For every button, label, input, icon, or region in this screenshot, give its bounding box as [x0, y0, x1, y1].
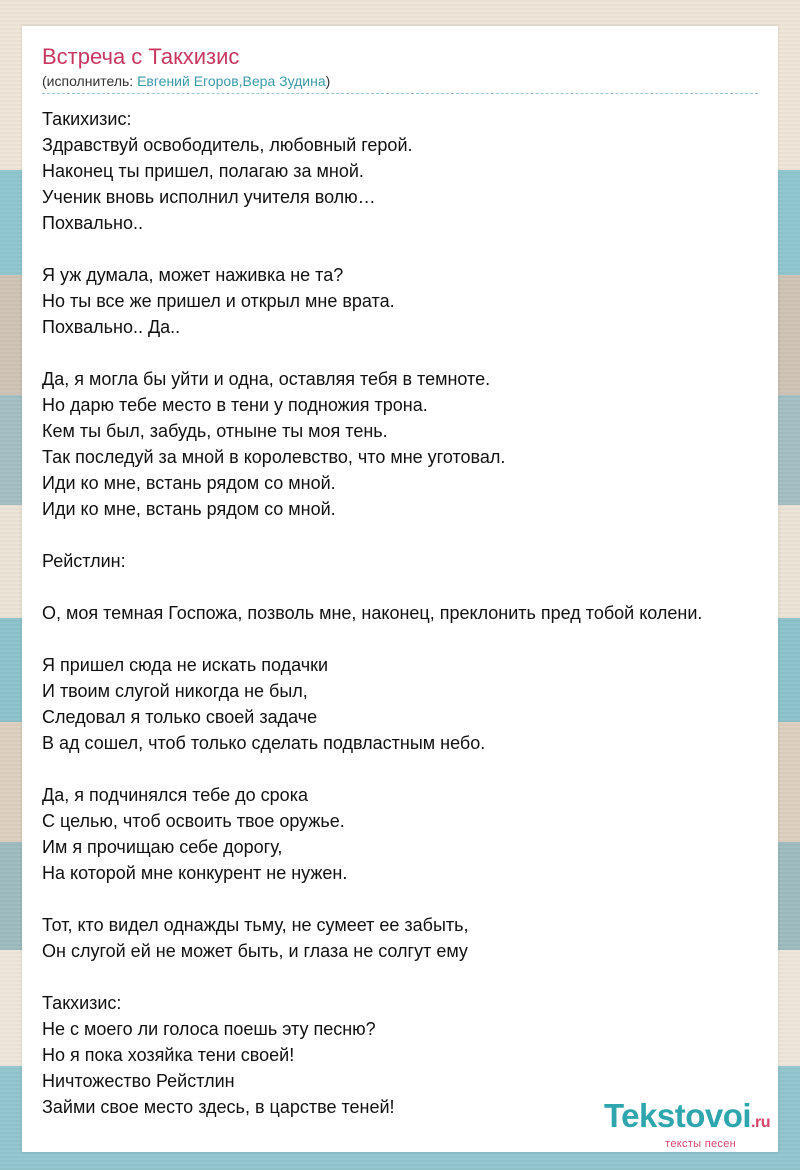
lyric-line: Да, я подчинялся тебе до срока	[42, 785, 308, 805]
lyric-line: Такхизис:	[42, 993, 122, 1013]
lyric-line: С целью, чтоб освоить твое оружье.	[42, 811, 345, 831]
lyric-line: Здравствуй освободитель, любовный герой.	[42, 135, 413, 155]
lyric-line: Он слугой ей не может быть, и глаза не солгут ему	[42, 941, 468, 961]
logo-tagline: тексты песен	[665, 1138, 736, 1150]
site-logo[interactable]	[604, 1099, 770, 1150]
lyric-line: Похвально.. Да..	[42, 317, 181, 337]
lyric-line: Наконец ты пришел, полагаю за мной.	[42, 161, 364, 181]
lyric-line	[42, 886, 800, 912]
lyric-line: И твоим слугой никогда не был,	[42, 681, 308, 701]
logo-name: Tekstovoi	[603, 1097, 752, 1134]
lyric-line: Похвально..	[42, 213, 143, 233]
title-divider	[42, 93, 758, 94]
lyric-line: Такихизис:	[42, 109, 132, 129]
lyric-line: Ученик вновь исполнил учителя волю…	[42, 187, 376, 207]
lyric-line: Кем ты был, забудь, отныне ты моя тень.	[42, 421, 388, 441]
lyrics-card	[22, 26, 778, 1152]
lyric-line	[42, 340, 800, 366]
lyric-line: Так последуй за мной в королевство, что мне уготовал.	[42, 447, 506, 467]
lyric-line: На которой мне конкурент не нужен.	[42, 863, 348, 883]
lyric-line: Я уж думала, может наживка не та?	[42, 265, 344, 285]
lyric-line: Но я пока хозяйка тени своей!	[42, 1045, 295, 1065]
lyric-line: О, моя темная Госпожа, позволь мне, наконец, преклонить пред тобой колени.	[42, 603, 703, 623]
lyrics-text	[42, 106, 800, 1120]
lyric-line: Но дарю тебе место в тени у подножия трона.	[42, 395, 428, 415]
lyric-line: Следовал я только своей задаче	[42, 707, 318, 727]
lyric-line	[42, 964, 800, 990]
lyric-line: Иди ко мне, встань рядом со мной.	[42, 473, 336, 493]
performer-link[interactable]: Евгений Егоров,Вера Зудина	[137, 73, 326, 89]
song-title: Встреча с Такхизис	[42, 44, 240, 69]
logo-tld: .ru	[751, 1114, 770, 1131]
performer-suffix: )	[325, 73, 331, 89]
performer-prefix: (исполнитель:	[42, 73, 138, 89]
lyric-line: Не с моего ли голоса поешь эту песню?	[42, 1019, 376, 1039]
lyric-line: Я пришел сюда не искать подачки	[42, 655, 329, 675]
lyric-line	[42, 756, 800, 782]
lyric-line	[42, 522, 800, 548]
lyric-line: Но ты все же пришел и открыл мне врата.	[42, 291, 395, 311]
lyric-line	[42, 574, 800, 600]
lyric-line: В ад сошел, чтоб только сделать подвластным небо.	[42, 733, 486, 753]
lyric-line	[42, 236, 800, 262]
lyric-line: Да, я могла бы уйти и одна, оставляя тебя в темноте.	[42, 369, 491, 389]
lyric-line: Им я прочищаю себе дорогу,	[42, 837, 283, 857]
lyric-line: Ничтожество Рейстлин	[42, 1071, 235, 1091]
performer-line	[42, 73, 330, 89]
lyric-line: Иди ко мне, встань рядом со мной.	[42, 499, 336, 519]
lyric-line: Рейстлин:	[42, 551, 126, 571]
lyric-line: Тот, кто видел однажды тьму, не сумеет ее забыть,	[42, 915, 469, 935]
lyric-line	[42, 626, 800, 652]
lyric-line: Займи свое место здесь, в царстве теней!	[42, 1097, 395, 1117]
